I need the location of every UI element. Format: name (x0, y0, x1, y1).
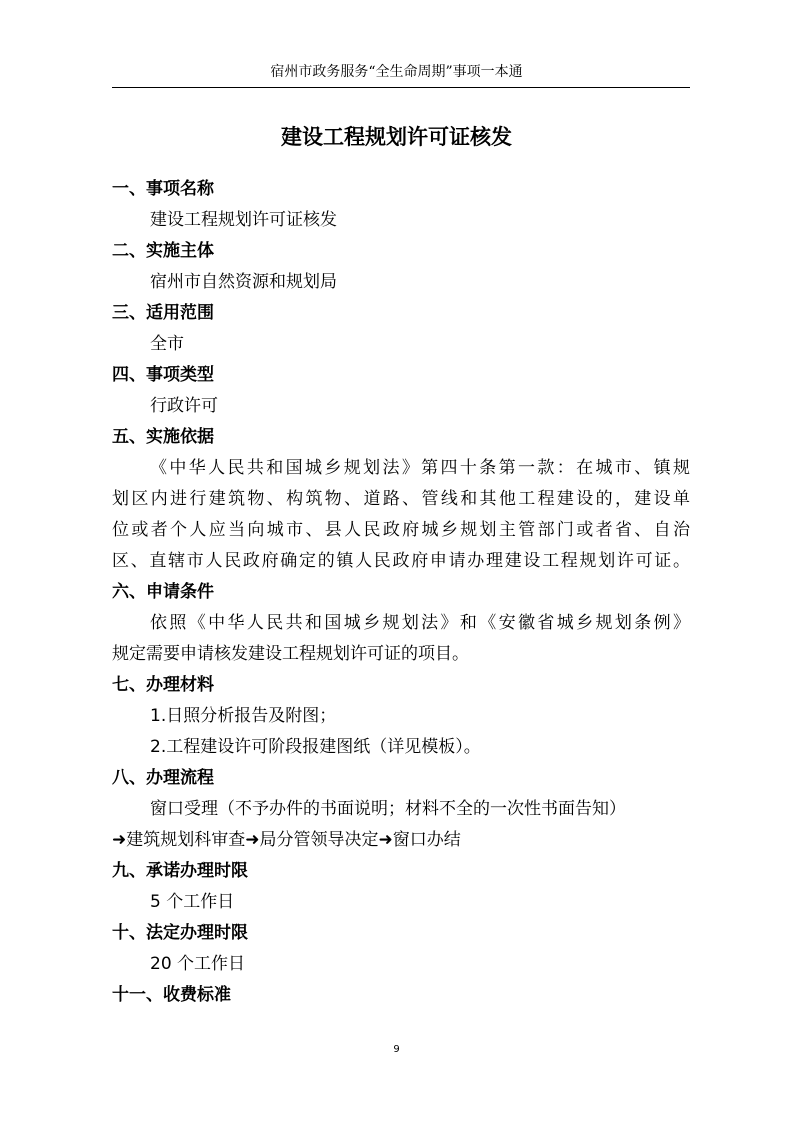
section-heading-application-conditions: 六、申请条件 (112, 582, 214, 602)
legal-basis-line: 位或者个人应当向城市、县人民政府城乡规划主管部门或者省、自治 (112, 520, 690, 540)
section-heading-promised-time-limit: 九、承诺办理时限 (112, 861, 248, 881)
page-title: 建设工程规划许可证核发 (281, 125, 512, 149)
process-line: 窗口受理（不予办件的书面说明；材料不全的一次性书面告知） (150, 799, 626, 819)
section-body-scope: 全市 (150, 334, 184, 354)
section-body-statutory-time-limit: 20 个工作日 (150, 954, 246, 974)
section-heading-statutory-time-limit: 十、法定办理时限 (112, 923, 248, 943)
section-heading-implementing-body: 二、实施主体 (112, 241, 214, 261)
section-heading-fee-standard: 十一、收费标准 (112, 985, 231, 1005)
application-conditions-line: 依照《中华人民共和国城乡规划法》和《安徽省城乡规划条例》 (150, 613, 690, 633)
section-heading-item-type: 四、事项类型 (112, 365, 214, 385)
section-heading-legal-basis: 五、实施依据 (112, 427, 214, 447)
section-body-implementing-body: 宿州市自然资源和规划局 (150, 272, 337, 292)
section-body-promised-time-limit: 5 个工作日 (150, 892, 235, 912)
legal-basis-line: 《中华人民共和国城乡规划法》第四十条第一款：在城市、镇规 (150, 458, 690, 478)
section-body-item-type: 行政许可 (150, 396, 218, 416)
materials-list-item: 2.工程建设许可阶段报建图纸（详见模板）。 (150, 737, 481, 757)
application-conditions-line: 规定需要申请核发建设工程规划许可证的项目。 (112, 644, 469, 664)
page-number: 9 (393, 1044, 400, 1055)
running-header: 宿州市政务服务“全生命周期”事项一本通 (270, 64, 523, 80)
document-body (112, 174, 690, 1011)
legal-basis-line: 划区内进行建筑物、构筑物、道路、管线和其他工程建设的，建设单 (112, 489, 690, 509)
header-rule (112, 87, 690, 88)
section-body-item-name: 建设工程规划许可证核发 (150, 210, 337, 230)
section-heading-scope: 三、适用范围 (112, 303, 214, 323)
materials-list-item: 1.日照分析报告及附图； (150, 706, 337, 726)
section-heading-item-name: 一、事项名称 (112, 179, 214, 199)
legal-basis-line: 区、直辖市人民政府确定的镇人民政府申请办理建设工程规划许可证。 (112, 551, 690, 571)
process-line: ➜建筑规划科审查➜局分管领导决定➜窗口办结 (112, 830, 461, 850)
section-heading-process: 八、办理流程 (112, 768, 214, 788)
section-heading-materials: 七、办理材料 (112, 675, 214, 695)
